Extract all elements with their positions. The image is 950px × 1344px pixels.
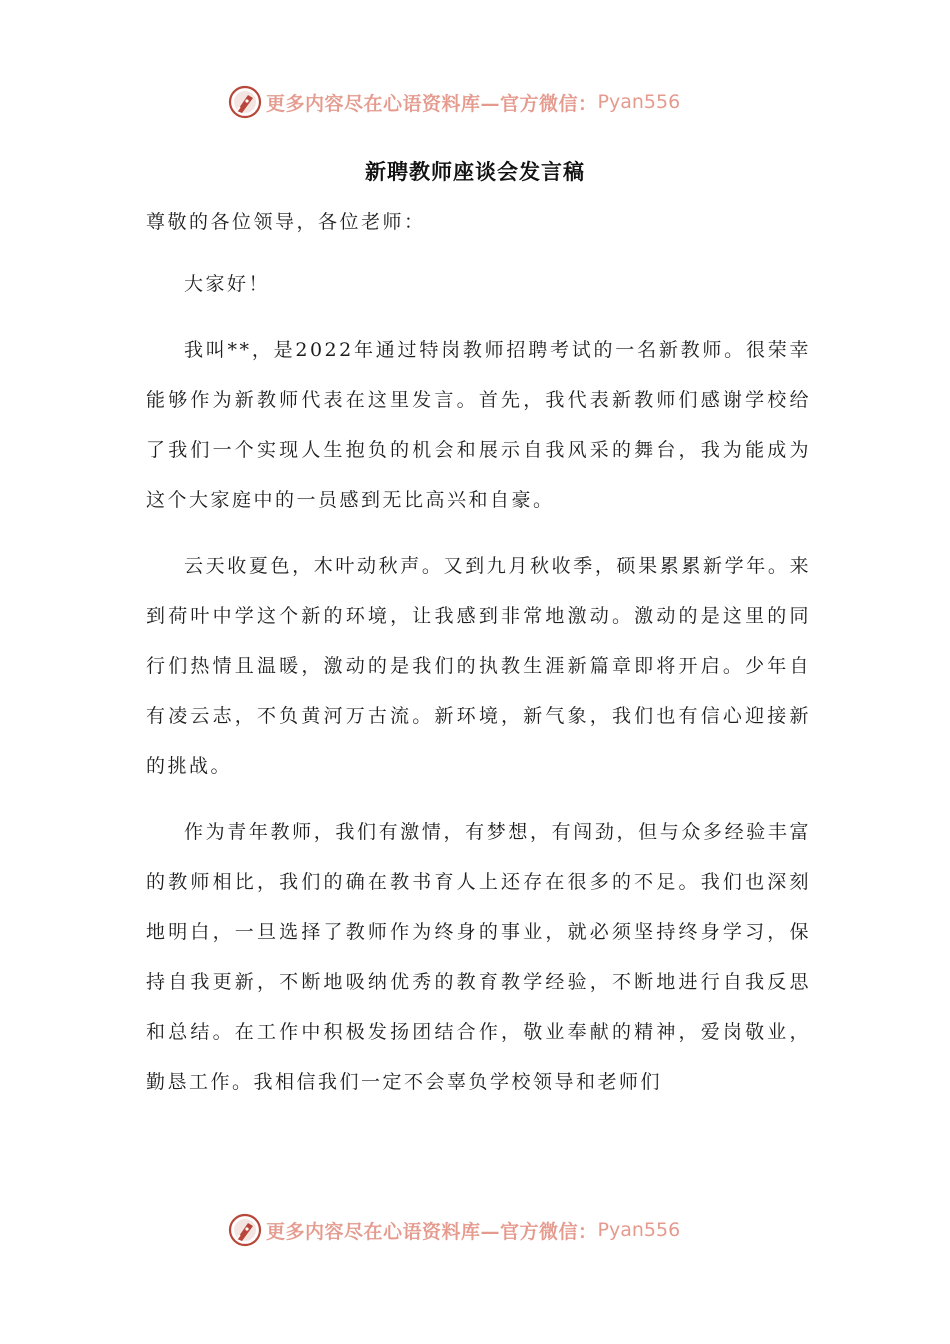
pen-nib-logo-icon [228, 85, 262, 119]
header-banner [0, 82, 950, 122]
greeting: 大家好！ [184, 273, 271, 295]
header-banner-content [228, 82, 680, 122]
document-body [146, 197, 811, 1123]
header-banner-text: 更多内容尽在心语资料库—官方微信： [266, 92, 598, 115]
footer-banner-text: 更多内容尽在心语资料库—官方微信： [266, 1220, 598, 1243]
footer-banner [0, 1210, 950, 1250]
paragraph-1: 我叫**，是2022年通过特岗教师招聘考试的一名新教师。很荣幸能够作为新教师代表在这里发言。首先，我代表新教师们感谢学校给了我们一个实现人生抱负的机会和展示自我风采的舞台，我为能成为这个大家庭中的一员感到无比高兴和自豪。 [146, 339, 811, 511]
footer-banner-content [228, 1210, 680, 1250]
pen-nib-logo-icon [228, 1213, 262, 1247]
salutation: 尊敬的各位领导，各位老师： [146, 211, 426, 233]
footer-banner-handle: Pyan556 [597, 1219, 681, 1241]
document-title: 新聘教师座谈会发言稿 [365, 159, 585, 184]
header-banner-handle: Pyan556 [597, 91, 681, 113]
paragraph-2: 云天收夏色，木叶动秋声。又到九月秋收季，硕果累累新学年。来到荷叶中学这个新的环境，让我感到非常地激动。激动的是这里的同行们热情且温暖，激动的是我们的执教生涯新篇章即将开启。少年自有凌云志，不负黄河万古流。新环境，新气象，我们也有信心迎接新的挑战。 [146, 555, 811, 777]
paragraph-3: 作为青年教师，我们有激情，有梦想，有闯劲，但与众多经验丰富的教师相比，我们的确在教书育人上还存在很多的不足。我们也深刻地明白，一旦选择了教师作为终身的事业，就必须坚持终身学习，保持自我更新，不断地吸纳优秀的教育教学经验，不断地进行自我反思和总结。在工作中积极发扬团结合作，敬业奉献的精神，爱岗敬业，勤恳工作。我相信我们一定不会辜负学校领导和老师们 [146, 821, 811, 1093]
